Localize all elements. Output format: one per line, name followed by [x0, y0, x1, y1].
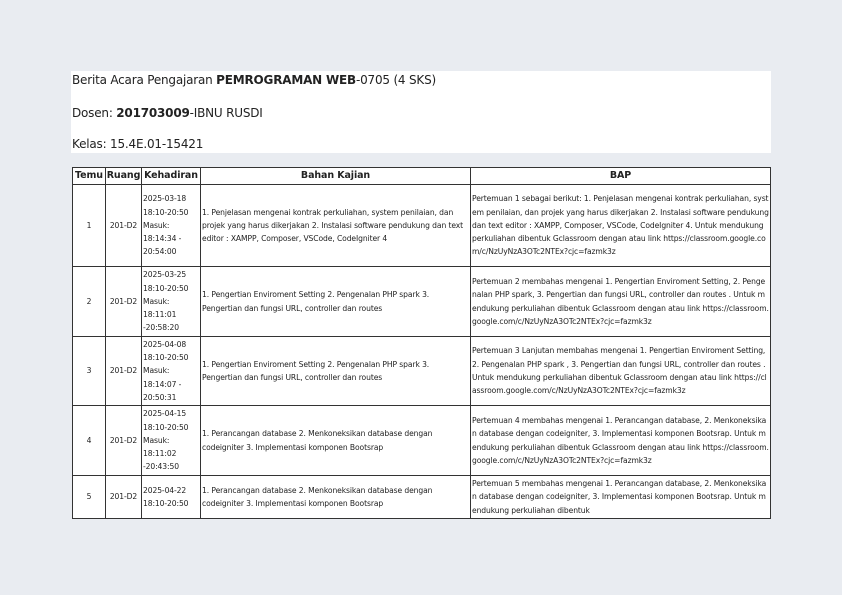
course-code: -0705 (4 SKS) — [355, 73, 436, 87]
title-prefix: Berita Acara Pengajaran — [72, 73, 217, 87]
cell-kehadiran — [142, 267, 201, 337]
lecturer-name: -IBNU RUSDI — [189, 106, 263, 120]
table-row — [73, 406, 771, 476]
table-row — [73, 476, 771, 519]
bap-text: Pertemuan 5 membahas mengenai 1. Perancangan database, 2. Menkoneksikan database dengan codeigniter, 3. Implementasi komponen Bootsrap. Untuk mendukung perkuliahan dibentuk — [472, 479, 767, 515]
attendance-table — [72, 167, 771, 519]
cell-temu: 1 — [73, 185, 106, 267]
kehadiran-line: Masuk: 18:11:01 — [143, 296, 177, 320]
lecturer-label: Dosen: — [72, 106, 117, 120]
lecturer-line — [72, 106, 263, 120]
kehadiran-line: 2025-04-22 — [143, 485, 187, 495]
lecturer-id: 201703009 — [116, 106, 190, 120]
cell-kehadiran — [142, 406, 201, 476]
report-title — [72, 73, 436, 87]
table-row — [73, 185, 771, 267]
bap-text: Pertemuan 4 membahas mengenai 1. Perancangan database, 2. Menkoneksikan database dengan codeigniter, 3. Implementasi komponen Bootsrap. Untuk mendukung perkuliahan dibentuk Gclassroom dengan atau link https://classroom.google.com/c/NzUyNzA3OTc2NTEx?cjc=fazmk3z — [472, 415, 769, 465]
table-row — [73, 337, 771, 406]
cell-bahan-kajian: 1. Penjelasan mengenai kontrak perkuliahan, system penilaian, dan projek yang harus dikerjakan 2. Instalasi software pendukung dan text editor : XAMPP, Composer, VSCode, CodeIgniter 4 — [201, 185, 471, 267]
col-header-temu: Temu — [73, 168, 106, 185]
bap-text: Pertemuan 1 sebagai berikut: 1. Penjelasan mengenai kontrak perkuliahan, system penilaian, dan projek yang harus dikerjakan 2. Instalasi software pendukung dan text editor : XAMPP, Composer, VSCode, CodeIgniter 4. Untuk mendukung perkuliahan dibentuk Gclassroom dengan atau link https://classroom.google.com/c/NzUyNzA3OTc2NTEx?cjc=fazmk3z — [472, 194, 769, 257]
cell-temu: 3 — [73, 337, 106, 406]
bap-text: Pertemuan 3 Lanjutan membahas mengenai 1. Pengertian Enviroment Setting, 2. Pengenalan PHP spark , 3. Pengertian dan fungsi URL, controller dan routes . Untuk mendukung perkuliahan dibentuk Gclassroom dengan atau link https://classroom.google.com/c/NzUyNzA3OTc2NTEx?cjc=fazmk3z — [472, 346, 767, 396]
cell-ruang: 201-D2 — [106, 406, 142, 476]
kehadiran-line: Masuk: — [143, 366, 170, 376]
cell-kehadiran — [142, 337, 201, 406]
col-header-ruang: Ruang — [106, 168, 142, 185]
kehadiran-line: 20:50:31 — [143, 392, 177, 402]
kehadiran-line: 18:14:34 - — [143, 234, 182, 244]
cell-bahan-kajian: 1. Perancangan database 2. Menkoneksikan database dengan codeigniter 3. Implementasi komponen Bootsrap — [201, 476, 471, 519]
kehadiran-line: 2025-04-15 — [143, 409, 187, 419]
col-header-kehadiran: Kehadiran — [142, 168, 201, 185]
cell-temu: 2 — [73, 267, 106, 337]
cell-bahan-kajian: 1. Pengertian Enviroment Setting 2. Pengenalan PHP spark 3. Pengertian dan fungsi URL, controller dan routes — [201, 337, 471, 406]
kehadiran-line: -20:58:20 — [143, 323, 179, 333]
kehadiran-line: 18:14:07 - — [143, 379, 182, 389]
table-header-row — [73, 168, 771, 185]
cell-bap — [471, 406, 771, 476]
cell-ruang: 201-D2 — [106, 267, 142, 337]
cell-ruang: 201-D2 — [106, 185, 142, 267]
cell-bahan-kajian: 1. Perancangan database 2. Menkoneksikan database dengan codeigniter 3. Implementasi komponen Bootsrap — [201, 406, 471, 476]
kehadiran-line: 2025-04-08 — [143, 339, 187, 349]
cell-bap — [471, 337, 771, 406]
kehadiran-line: Masuk: 18:11:02 — [143, 435, 177, 459]
kehadiran-line: 18:10-20:50 — [143, 353, 189, 363]
cell-bap — [471, 476, 771, 519]
col-header-bahan-kajian: Bahan Kajian — [201, 168, 471, 185]
course-name: PEMROGRAMAN WEB — [216, 73, 356, 87]
kehadiran-line: Masuk: — [143, 220, 170, 230]
cell-bap — [471, 267, 771, 337]
kehadiran-line: 18:10-20:50 — [143, 207, 189, 217]
class-line: Kelas: 15.4E.01-15421 — [72, 137, 204, 151]
kehadiran-line: 18:10-20:50 — [143, 422, 189, 432]
kehadiran-line: 18:10-20:50 — [143, 283, 189, 293]
bap-text: Pertemuan 2 membahas mengenai 1. Pengertian Enviroment Setting, 2. Pengenalan PHP spark, 3. Pengertian dan fungsi URL, controller dan routes . Untuk mendukung perkuliahan dibentuk Gclassroom dengan atau link https://classroom.google.com/c/NzUyNzA3OTc2NTEx?cjc=fazmk3z — [472, 276, 769, 326]
cell-bap — [471, 185, 771, 267]
cell-bahan-kajian: 1. Pengertian Enviroment Setting 2. Pengenalan PHP spark 3. Pengertian dan fungsi URL, controller dan routes — [201, 267, 471, 337]
kehadiran-line: 2025-03-25 — [143, 270, 187, 280]
kehadiran-line: -20:43:50 — [143, 462, 179, 472]
cell-ruang: 201-D2 — [106, 476, 142, 519]
kehadiran-line: 2025-03-18 — [143, 194, 187, 204]
kehadiran-line: 18:10-20:50 — [143, 499, 189, 508]
cell-ruang: 201-D2 — [106, 337, 142, 406]
cell-temu: 4 — [73, 406, 106, 476]
table-row — [73, 267, 771, 337]
kehadiran-line: 20:54:00 — [143, 247, 177, 257]
col-header-bap: BAP — [471, 168, 771, 185]
cell-temu: 5 — [73, 476, 106, 519]
cell-kehadiran — [142, 476, 201, 519]
cell-kehadiran — [142, 185, 201, 267]
report-header — [71, 71, 771, 153]
